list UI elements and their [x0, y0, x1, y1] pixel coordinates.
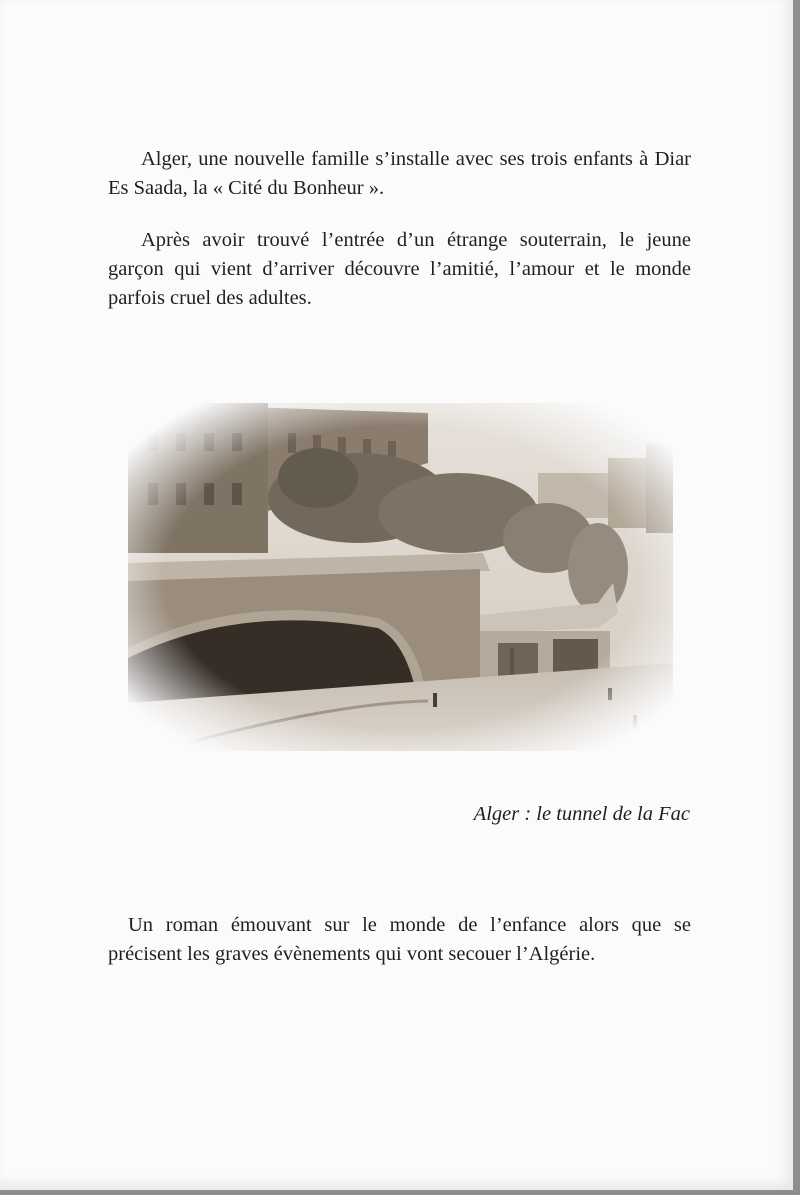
blurb-paragraph-1: Alger, une nouvelle famille s’installe avec ses trois enfants à Diar Es Saada, la « Cité du Bonheur ».: [108, 148, 691, 199]
blurb-paragraph-3: Un roman émouvant sur le monde de l’enfance alors que se précisent les graves évènements qui vont secouer l’Algérie.: [108, 914, 691, 965]
blurb-paragraph-2: Après avoir trouvé l’entrée d’un étrange souterrain, le jeune garçon qui vient d’arriver découvre l’amitié, l’amour et le monde parfois cruel des adultes.: [108, 229, 691, 309]
photo-caption: Alger : le tunnel de la Fac: [473, 803, 690, 825]
tunnel-photo: [128, 403, 673, 751]
